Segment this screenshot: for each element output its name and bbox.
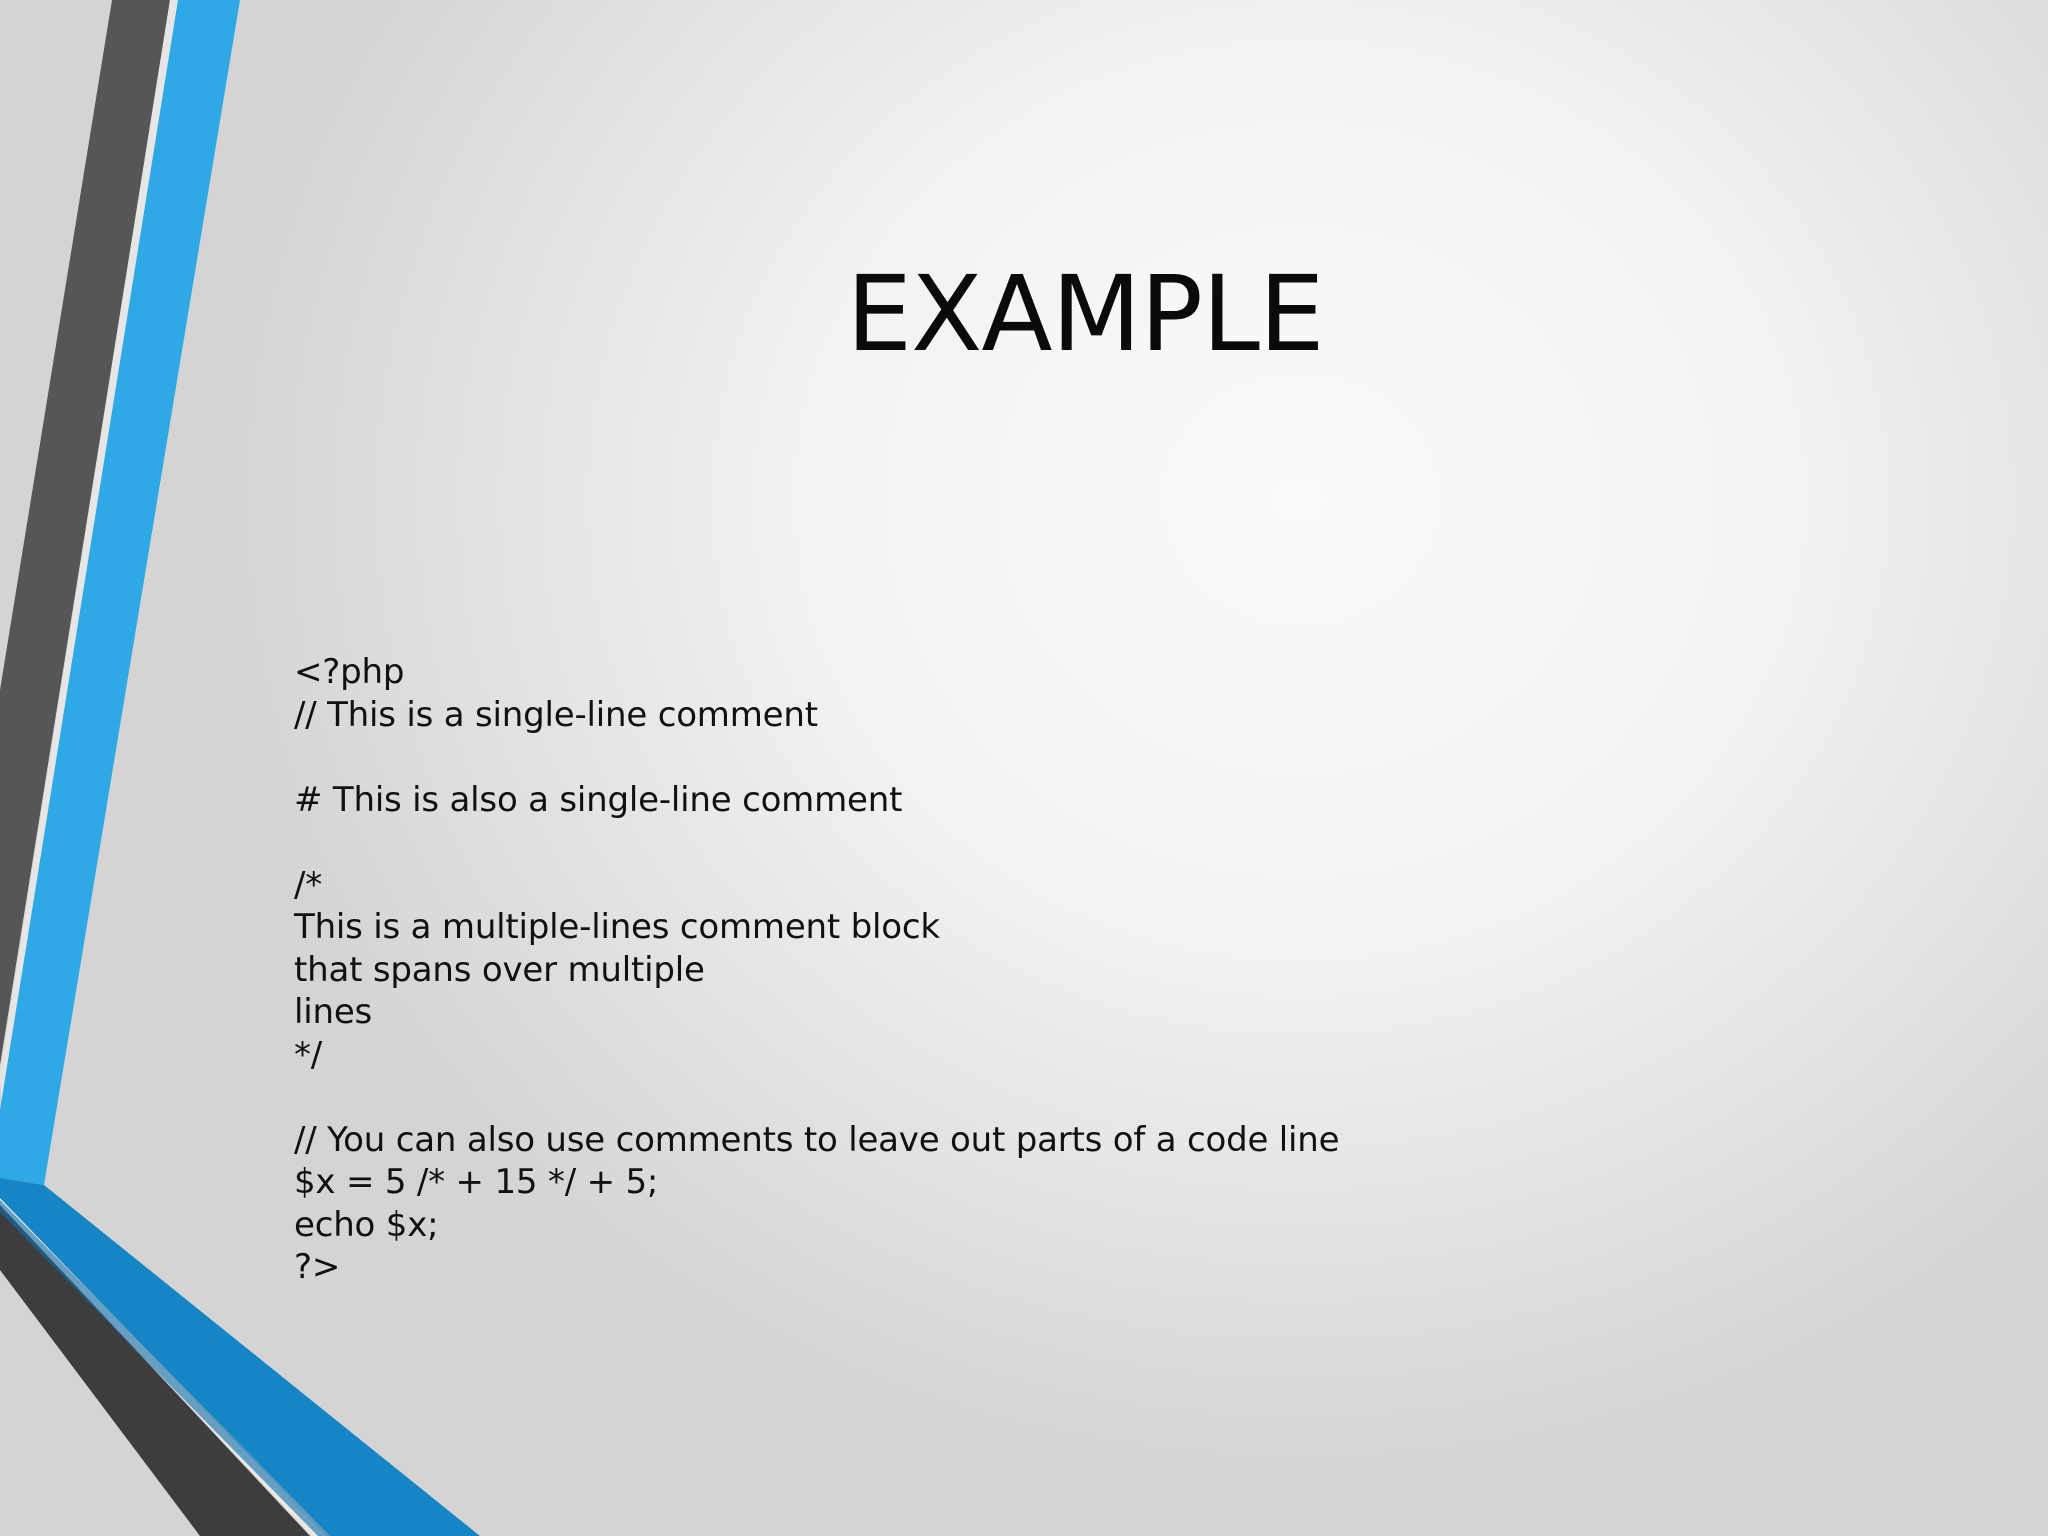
code-line <box>294 736 1694 779</box>
code-line: ?> <box>294 1247 341 1287</box>
slide-title: EXAMPLE <box>846 253 1324 375</box>
code-line: lines <box>294 992 373 1032</box>
code-line: This is a multiple-lines comment block <box>294 907 940 947</box>
code-line <box>294 1076 1694 1119</box>
code-line: $x = 5 /* + 15 */ + 5; <box>294 1162 659 1202</box>
code-line: */ <box>294 1034 323 1075</box>
code-line: that spans over multiple <box>294 949 705 990</box>
code-line: echo $x; <box>294 1204 439 1245</box>
code-line: <?php <box>294 652 405 692</box>
code-line: // This is a single-line comment <box>294 694 818 735</box>
code-line: # This is also a single-line comment <box>294 779 903 820</box>
code-line: // You can also use comments to leave out parts of a code line <box>294 1119 1340 1160</box>
code-line: /* <box>294 864 323 905</box>
code-example <box>294 651 1694 1289</box>
code-line <box>294 821 1694 864</box>
